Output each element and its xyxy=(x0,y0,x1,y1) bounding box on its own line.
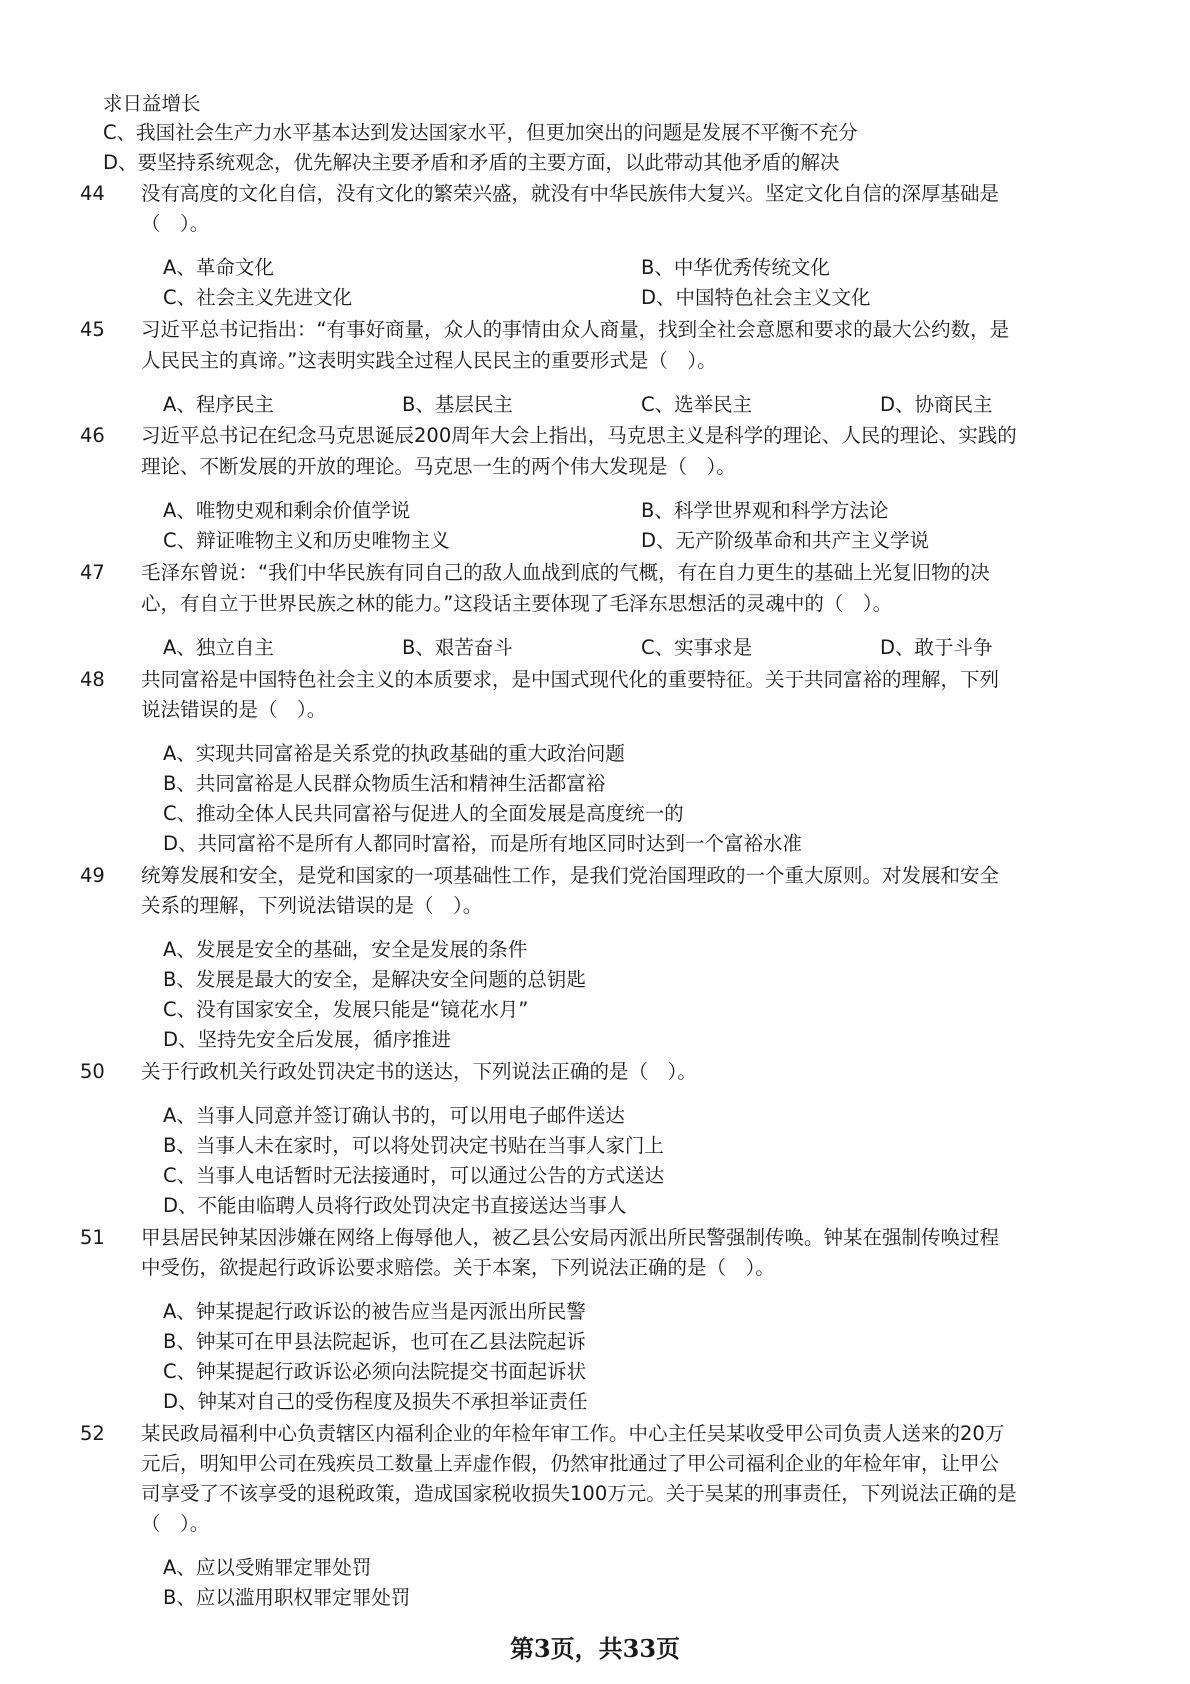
question-stem-line: 习近平总书记在纪念马克思诞辰200周年大会上指出，马克思主义是科学的理论、人民的理论、实践的 xyxy=(141,424,1017,447)
question-stem-line: 统筹发展和安全，是党和国家的一项基础性工作，是我们党治国理政的一个重大原则。对发展和安全 xyxy=(141,864,1000,887)
question-number: 48 xyxy=(80,668,105,691)
option-a: A、唯物史观和剩余价值学说 xyxy=(163,499,411,522)
question-stem-line: 说法错误的是（ ）。 xyxy=(141,698,327,721)
option-a: A、发展是安全的基础，安全是发展的条件 xyxy=(163,938,528,961)
option-b: B、中华优秀传统文化 xyxy=(641,256,830,279)
question-stem-line: 中受伤，欲提起行政诉讼要求赔偿。关于本案，下列说法正确的是（ ）。 xyxy=(141,1256,775,1279)
question-stem-line: 甲县居民钟某因涉嫌在网络上侮辱他人，被乙县公安局丙派出所民警强制传唤。钟某在强制传唤过程 xyxy=(141,1226,1000,1249)
question-stem-line: 心，有自立于世界民族之林的能力。”这段话主要体现了毛泽东思想活的灵魂中的（ ）。 xyxy=(141,592,893,615)
question-stem-line: 某民政局福利中心负责辖区内福利企业的年检年审工作。中心主任吴某收受甲公司负责人送来的20万 xyxy=(141,1422,1005,1445)
question-number: 47 xyxy=(80,561,105,584)
page-number-footer: 第3页，共33页 xyxy=(509,1634,681,1663)
question-stem-line: 元后，明知甲公司在残疾员工数量上弄虚作假，仍然审批通过了甲公司福利企业的年检年审，让甲公 xyxy=(141,1452,1000,1475)
option-c: C、钟某提起行政诉讼必须向法院提交书面起诉状 xyxy=(163,1360,587,1383)
option-b: B、钟某可在甲县法院起诉，也可在乙县法院起诉 xyxy=(163,1330,586,1353)
continuation-line: 求日益增长 xyxy=(103,92,201,115)
question-stem-line: 关于行政机关行政处罚决定书的送达，下列说法正确的是（ ）。 xyxy=(141,1060,697,1083)
option-d: D、协商民主 xyxy=(880,393,993,416)
option-b: B、科学世界观和科学方法论 xyxy=(641,499,889,522)
question-stem-line: 关系的理解，下列说法错误的是（ ）。 xyxy=(141,894,483,917)
question-number: 51 xyxy=(80,1226,105,1249)
option-d: D、敢于斗争 xyxy=(880,636,993,659)
question-stem-line: 理论、不断发展的开放的理论。马克思一生的两个伟大发现是（ ）。 xyxy=(141,455,736,478)
question-number: 49 xyxy=(80,864,105,887)
option-c: C、当事人电话暂时无法接通时，可以通过公告的方式送达 xyxy=(163,1164,665,1187)
option-b: B、发展是最大的安全，是解决安全问题的总钥匙 xyxy=(163,968,586,991)
question-number: 50 xyxy=(80,1060,105,1083)
question-stem-line: （ ）。 xyxy=(141,1512,210,1535)
option-c: C、选举民主 xyxy=(641,393,753,416)
option-c: C、没有国家安全，发展只能是“镜花水月” xyxy=(163,998,529,1021)
option-b: B、共同富裕是人民群众物质生活和精神生活都富裕 xyxy=(163,772,606,795)
option-a: A、实现共同富裕是关系党的执政基础的重大政治问题 xyxy=(163,742,625,765)
question-number: 44 xyxy=(80,182,105,205)
option-d: D、不能由临聘人员将行政处罚决定书直接送达当事人 xyxy=(163,1194,627,1217)
option-b: B、基层民主 xyxy=(402,393,513,416)
option-d: D、无产阶级革命和共产主义学说 xyxy=(641,529,930,552)
option-d: D、钟某对自己的受伤程度及损失不承担举证责任 xyxy=(163,1390,588,1413)
option-c: C、辩证唯物主义和历史唯物主义 xyxy=(163,529,450,552)
continuation-option-d: D、要坚持系统观念，优先解决主要矛盾和矛盾的主要方面，以此带动其他矛盾的解决 xyxy=(103,151,840,174)
question-number: 45 xyxy=(80,318,105,341)
option-c: C、实事求是 xyxy=(641,636,753,659)
option-a: A、应以受贿罪定罪处罚 xyxy=(163,1556,372,1579)
option-c: C、推动全体人民共同富裕与促进人的全面发展是高度统一的 xyxy=(163,802,684,825)
option-a: A、钟某提起行政诉讼的被告应当是丙派出所民警 xyxy=(163,1300,586,1323)
question-stem-line: 毛泽东曾说：“我们中华民族有同自己的敌人血战到底的气概，有在自力更生的基础上光复旧物的决 xyxy=(141,561,990,584)
question-number: 52 xyxy=(80,1422,105,1445)
option-d: D、共同富裕不是所有人都同时富裕，而是所有地区同时达到一个富裕水准 xyxy=(163,832,803,855)
option-b: B、应以滥用职权罪定罪处罚 xyxy=(163,1586,411,1609)
option-d: D、坚持先安全后发展，循序推进 xyxy=(163,1028,452,1051)
option-a: A、当事人同意并签订确认书的，可以用电子邮件送达 xyxy=(163,1104,625,1127)
question-stem-line: 习近平总书记指出：“有事好商量，众人的事情由众人商量，找到全社会意愿和要求的最大公约数，是 xyxy=(141,318,1010,341)
question-stem-line: 共同富裕是中国特色社会主义的本质要求，是中国式现代化的重要特征。关于共同富裕的理解，下列 xyxy=(141,668,1000,691)
option-b: B、当事人未在家时，可以将处罚决定书贴在当事人家门上 xyxy=(163,1134,664,1157)
option-a: A、独立自主 xyxy=(163,636,274,659)
question-stem-line: 司享受了不该享受的退税政策，造成国家税收损失100万元。关于吴某的刑事责任，下列说法正确的是 xyxy=(141,1482,1017,1505)
question-stem-line: 人民民主的真谛。”这表明实践全过程人民民主的重要形式是（ ）。 xyxy=(141,349,717,372)
option-d: D、中国特色社会主义文化 xyxy=(641,286,871,309)
option-b: B、艰苦奋斗 xyxy=(402,636,513,659)
option-c: C、社会主义先进文化 xyxy=(163,286,353,309)
option-a: A、革命文化 xyxy=(163,256,274,279)
continuation-option-c: C、我国社会生产力水平基本达到发达国家水平，但更加突出的问题是发展不平衡不充分 xyxy=(103,121,858,144)
question-stem-line: （ ）。 xyxy=(141,212,210,235)
question-number: 46 xyxy=(80,424,105,447)
option-a: A、程序民主 xyxy=(163,393,274,416)
question-stem-line: 没有高度的文化自信，没有文化的繁荣兴盛，就没有中华民族伟大复兴。坚定文化自信的深厚基础是 xyxy=(141,182,1000,205)
